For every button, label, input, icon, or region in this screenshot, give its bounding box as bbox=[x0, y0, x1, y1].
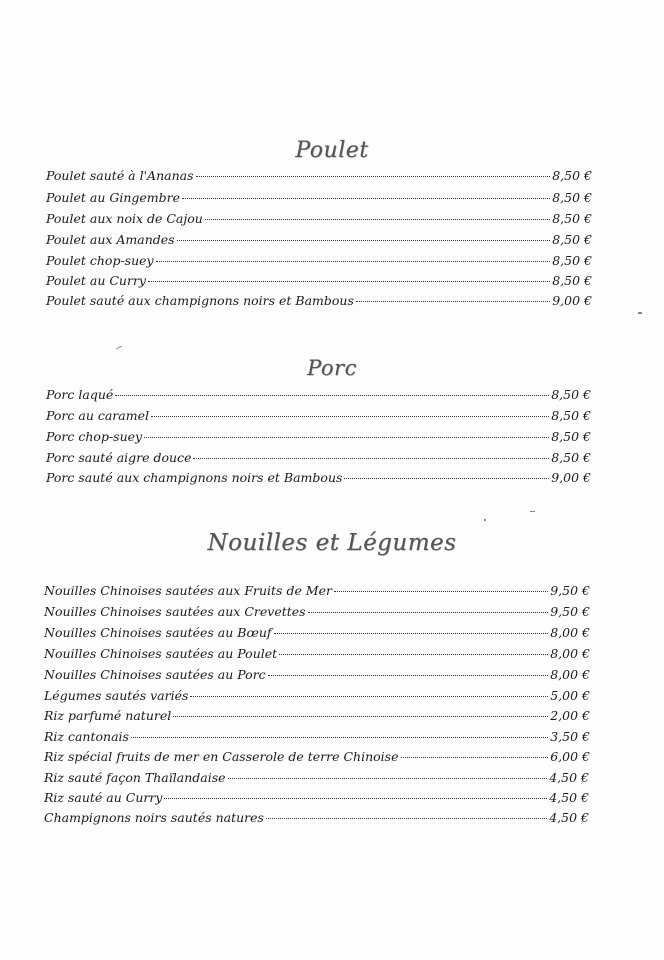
item-name: Riz sauté au Curry bbox=[44, 790, 163, 805]
leader-dots bbox=[148, 281, 550, 282]
menu-item bbox=[46, 470, 591, 485]
leader-dots bbox=[205, 219, 550, 220]
leader-dots bbox=[182, 198, 550, 199]
menu-item bbox=[46, 293, 592, 308]
item-name: Porc sauté aux champignons noirs et Bambous bbox=[46, 470, 343, 485]
section-porc bbox=[0, 356, 664, 380]
leader-dots bbox=[334, 591, 548, 592]
item-name: Riz sauté façon Thaïlandaise bbox=[44, 770, 226, 785]
item-price: 8,00 € bbox=[550, 667, 590, 682]
scan-speck bbox=[638, 312, 642, 314]
menu-item bbox=[44, 770, 589, 785]
leader-dots bbox=[190, 696, 548, 697]
item-price: 4,50 € bbox=[549, 770, 589, 785]
item-price: 8,50 € bbox=[552, 273, 592, 288]
menu-item bbox=[44, 583, 590, 598]
item-price: 8,50 € bbox=[551, 387, 591, 402]
leader-dots bbox=[173, 716, 548, 717]
item-price: 4,50 € bbox=[549, 790, 589, 805]
leader-dots bbox=[308, 612, 549, 613]
menu-item bbox=[46, 232, 592, 247]
item-name: Porc chop-suey bbox=[46, 429, 143, 444]
item-price: 5,00 € bbox=[550, 688, 590, 703]
leader-dots bbox=[266, 818, 547, 819]
leader-dots bbox=[164, 798, 547, 799]
item-name: Porc laqué bbox=[46, 387, 114, 402]
menu-item bbox=[46, 211, 592, 226]
item-name: Nouilles Chinoises sautées aux Crevettes bbox=[44, 604, 306, 619]
menu-item bbox=[46, 168, 592, 183]
leader-dots bbox=[344, 478, 549, 479]
item-price: 8,50 € bbox=[552, 211, 592, 226]
section-title: Poulet bbox=[295, 138, 369, 163]
item-price: 8,50 € bbox=[552, 190, 592, 205]
item-name: Nouilles Chinoises sautées au Bœuf bbox=[44, 625, 272, 640]
item-price: 8,50 € bbox=[552, 232, 592, 247]
item-price: 8,50 € bbox=[551, 408, 591, 423]
item-price: 8,50 € bbox=[552, 253, 592, 268]
menu-item bbox=[46, 450, 591, 465]
item-name: Porc au caramel bbox=[46, 408, 149, 423]
leader-dots bbox=[228, 778, 548, 779]
item-price: 9,50 € bbox=[550, 583, 590, 598]
item-name: Champignons noirs sautés natures bbox=[44, 810, 264, 825]
menu-item bbox=[44, 749, 590, 764]
leader-dots bbox=[151, 416, 549, 417]
item-price: 9,00 € bbox=[551, 470, 591, 485]
menu-item bbox=[46, 429, 591, 444]
item-name: Porc sauté aigre douce bbox=[46, 450, 192, 465]
menu-item bbox=[44, 708, 590, 723]
menu-item bbox=[46, 253, 592, 268]
item-price: 4,50 € bbox=[549, 810, 589, 825]
leader-dots bbox=[177, 240, 551, 241]
section-title: Porc bbox=[307, 356, 357, 380]
menu-item bbox=[44, 625, 590, 640]
item-price: 8,50 € bbox=[551, 429, 591, 444]
menu-item bbox=[46, 190, 592, 205]
leader-dots bbox=[356, 301, 550, 302]
item-name: Riz spécial fruits de mer en Casserole de terre Chinoise bbox=[44, 749, 399, 764]
leader-dots bbox=[274, 633, 549, 634]
item-price: 3,50 € bbox=[550, 729, 590, 744]
menu-item bbox=[44, 729, 590, 744]
item-price: 2,00 € bbox=[550, 708, 590, 723]
leader-dots bbox=[115, 395, 549, 396]
item-name: Poulet sauté à l'Ananas bbox=[46, 168, 194, 183]
leader-dots bbox=[156, 261, 551, 262]
item-name: Riz cantonais bbox=[44, 729, 129, 744]
menu-item bbox=[44, 810, 589, 825]
menu-item bbox=[44, 667, 590, 682]
item-name: Poulet chop-suey bbox=[46, 253, 154, 268]
item-price: 9,00 € bbox=[552, 293, 592, 308]
section-title: Nouilles et Légumes bbox=[207, 530, 457, 556]
item-name: Poulet au Gingembre bbox=[46, 190, 181, 205]
item-name: Poulet aux Amandes bbox=[46, 232, 175, 247]
menu-item bbox=[46, 273, 592, 288]
leader-dots bbox=[196, 176, 551, 177]
item-name: Nouilles Chinoises sautées au Porc bbox=[44, 667, 266, 682]
menu-item bbox=[44, 646, 590, 661]
item-price: 9,50 € bbox=[550, 604, 590, 619]
item-price: 8,50 € bbox=[551, 450, 591, 465]
section-poulet bbox=[0, 138, 664, 163]
item-name: Poulet au Curry bbox=[46, 273, 146, 288]
leader-dots bbox=[144, 437, 549, 438]
item-name: Poulet sauté aux champignons noirs et Bambous bbox=[46, 293, 354, 308]
section-nouilles-legumes bbox=[0, 530, 664, 556]
item-name: Nouilles Chinoises sautées aux Fruits de Mer bbox=[44, 583, 332, 598]
item-price: 8,00 € bbox=[550, 625, 590, 640]
menu-item bbox=[44, 604, 590, 619]
item-price: 6,00 € bbox=[550, 749, 590, 764]
item-price: 8,50 € bbox=[552, 168, 592, 183]
menu-item bbox=[44, 688, 590, 703]
leader-dots bbox=[131, 737, 548, 738]
item-name: Légumes sautés variés bbox=[44, 688, 189, 703]
leader-dots bbox=[279, 654, 548, 655]
scan-speck bbox=[530, 511, 535, 512]
leader-dots bbox=[268, 675, 549, 676]
item-name: Riz parfumé naturel bbox=[44, 708, 172, 723]
menu-item bbox=[44, 790, 589, 805]
item-price: 8,00 € bbox=[550, 646, 590, 661]
leader-dots bbox=[193, 458, 549, 459]
scan-speck bbox=[116, 346, 122, 349]
menu-item bbox=[46, 408, 591, 423]
menu-item bbox=[46, 387, 591, 402]
scan-speck bbox=[484, 519, 486, 521]
leader-dots bbox=[401, 757, 549, 758]
item-name: Poulet aux noix de Cajou bbox=[46, 211, 203, 226]
item-name: Nouilles Chinoises sautées au Poulet bbox=[44, 646, 278, 661]
